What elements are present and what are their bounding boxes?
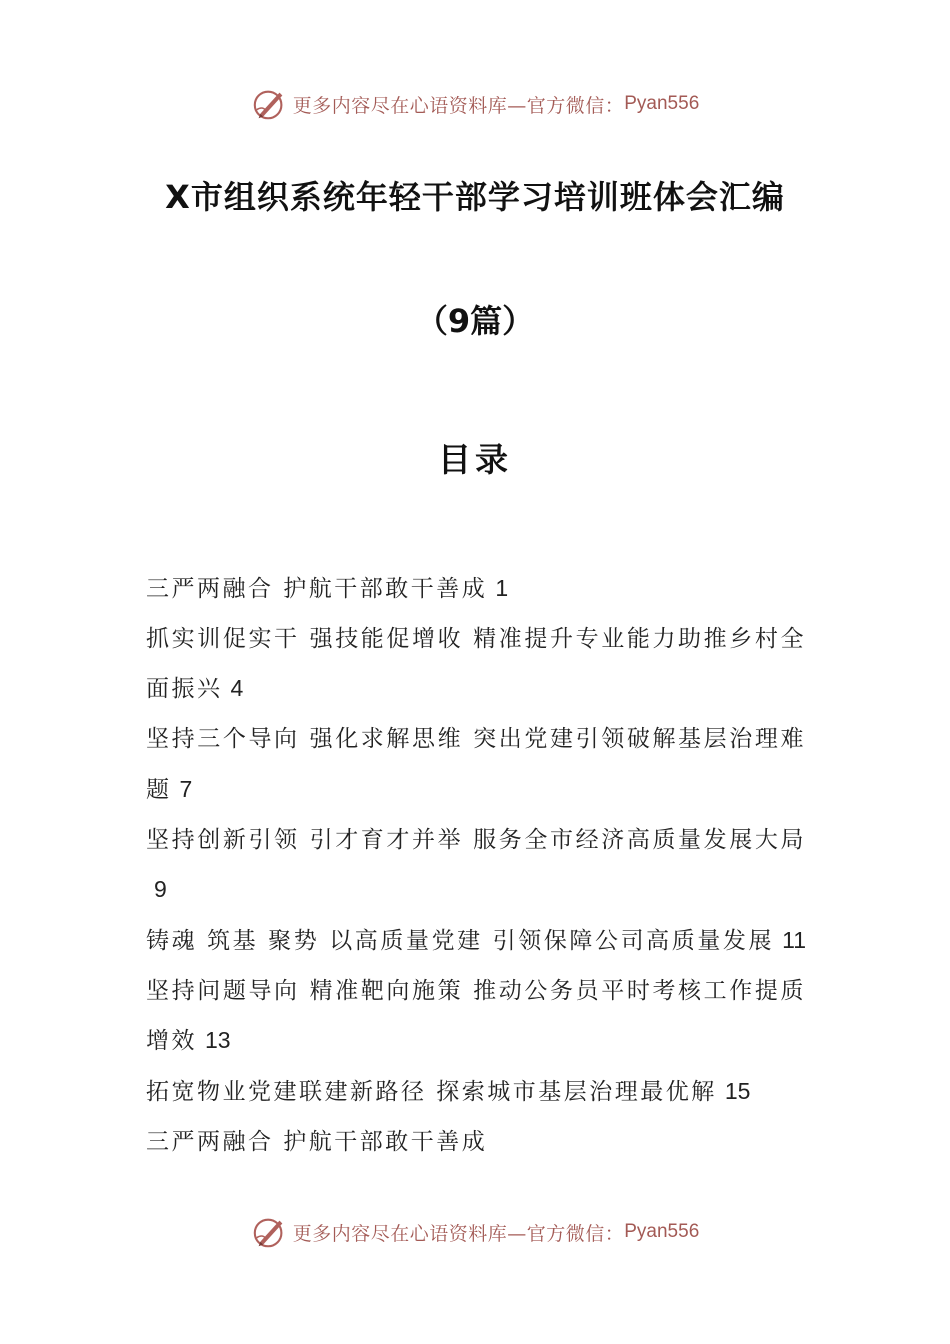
toc-entry[interactable] <box>146 564 806 615</box>
section-heading: 三严两融合 护航干部敢干善成 <box>146 1128 488 1155</box>
document-title: X市组织系统年轻干部学习培训班体会汇编 <box>165 178 785 216</box>
toc-entry-title: 坚持三个导向 强化求解思维 突出党建引领破解基层治理难题 <box>146 726 806 803</box>
toc-entry-page: 15 <box>724 1078 751 1105</box>
toc-entry-page: 1 <box>495 575 509 601</box>
toc-entry-page: 11 <box>782 926 806 953</box>
toc-heading: 目录 <box>438 440 512 479</box>
toc-entry-page: 4 <box>230 675 244 702</box>
toc-entry[interactable] <box>146 615 806 715</box>
toc-entry-title[interactable]: 铸魂 筑基 聚势 以高质量党建 引领保障公司高质量发展 <box>146 927 775 954</box>
toc-entry-title: 拓宽物业党建联建新路径 探索城市基层治理最优解 <box>146 1079 717 1106</box>
document-subtitle: （9篇） <box>415 302 535 340</box>
toc-entry-page: 7 <box>179 775 193 802</box>
watermark-text: 更多内容尽在心语资料库—官方微信： <box>292 1222 625 1245</box>
watermark-text: 更多内容尽在心语资料库—官方微信： <box>292 94 625 117</box>
toc-entry-combined <box>146 916 806 1067</box>
toc-entry[interactable] <box>146 715 806 815</box>
watermark-id: Pyan556 <box>624 93 700 114</box>
pen-logo-icon <box>251 1213 289 1251</box>
watermark-banner-bottom <box>0 1212 950 1252</box>
toc-entry-page: 9 <box>154 876 167 903</box>
watermark-banner-top <box>0 84 950 124</box>
toc-entry-title: 抓实训促实干 强技能促增收 精准提升专业能力助推乡村全面振兴 <box>146 625 806 703</box>
pen-logo-icon <box>251 85 289 123</box>
table-of-contents <box>146 564 806 1167</box>
toc-entry-title: 三严两融合 护航干部敢干善成 <box>146 576 488 602</box>
toc-entry-title[interactable]: 坚持问题导向 精准靶向施策 推动公务员平时考核工作提质增效 <box>146 977 806 1055</box>
toc-entry-title: 坚持创新引领 引才育才并举 服务全市经济高质量发展大局 <box>146 826 806 853</box>
toc-entry-page: 13 <box>205 1027 231 1054</box>
toc-entry[interactable] <box>146 816 806 916</box>
watermark-id: Pyan556 <box>624 1221 700 1242</box>
toc-entry[interactable] <box>146 1067 806 1118</box>
